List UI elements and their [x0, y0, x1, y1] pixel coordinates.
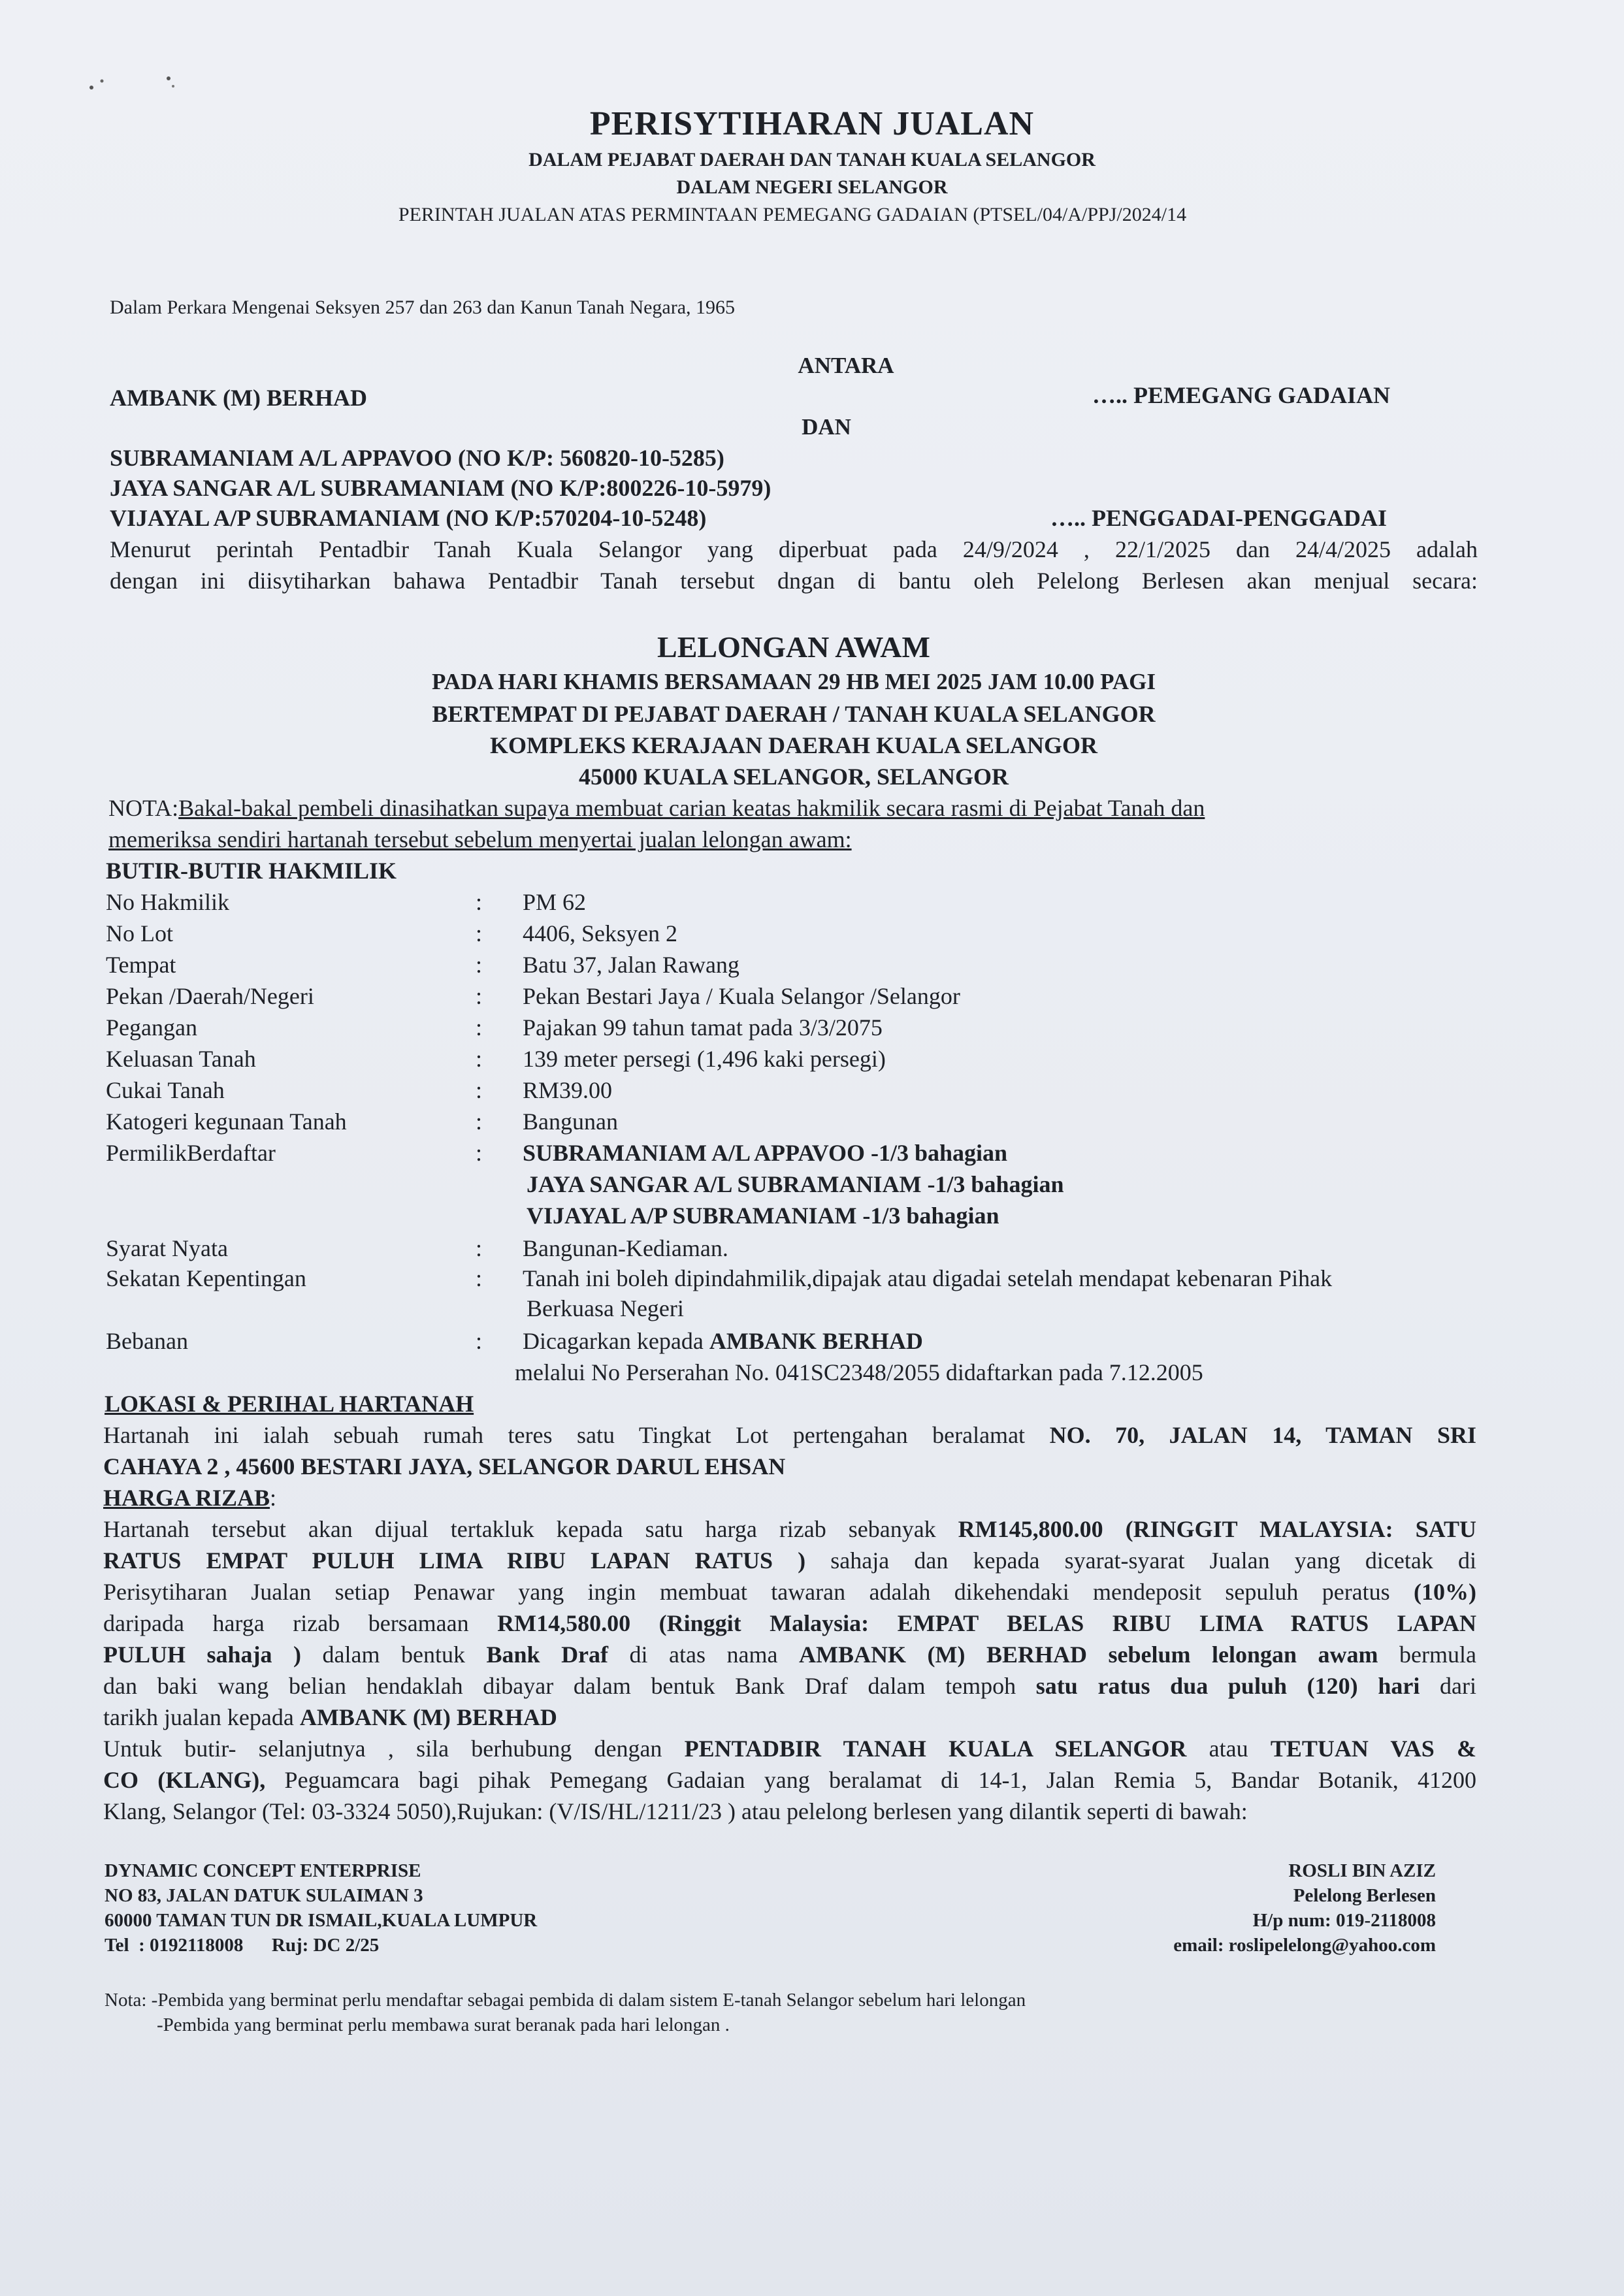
- location-line-2: CAHAYA 2 , 45600 BESTARI JAYA, SELANGOR DARUL EHSAN: [103, 1453, 786, 1479]
- row-label: Keluasan Tanah: [106, 1046, 256, 1072]
- nota-prefix: NOTA:: [108, 795, 179, 821]
- chargor-3: VIJAYAL A/P SUBRAMANIAM (NO K/P:570204-10-5248): [110, 505, 707, 531]
- reserve-line-3: [103, 1578, 1476, 1606]
- reserve-text: di atas nama: [608, 1641, 799, 1668]
- chargee-role: ….. PEMEGANG GADAIAN: [1092, 382, 1390, 408]
- reserve-text: dalam bentuk: [301, 1641, 487, 1668]
- row-colon: :: [476, 1265, 483, 1291]
- payment-recipient: AMBANK (M) BERHAD: [299, 1704, 557, 1730]
- reserve-line-6: [103, 1672, 1476, 1700]
- title-row-cukai: [0, 1076, 1624, 1108]
- row-colon: :: [476, 1108, 483, 1135]
- row-value: Pajakan 99 tahun tamat pada 3/3/2075: [523, 1014, 883, 1041]
- row-value: Bangunan-Kediaman.: [523, 1235, 728, 1261]
- title-row-pekan: [0, 982, 1624, 1014]
- row-colon: :: [476, 1014, 483, 1041]
- location-heading: LOKASI & PERIHAL HARTANAH: [105, 1391, 474, 1417]
- title-row-sekatan: [0, 1265, 1624, 1296]
- row-value: Pekan Bestari Jaya / Kuala Selangor /Selangor: [523, 983, 960, 1009]
- owner-2: JAYA SANGAR A/L SUBRAMANIAM -1/3 bahagian: [527, 1171, 1064, 1197]
- reserve-text: bermula: [1378, 1641, 1476, 1668]
- encumbrance-line-2: melalui No Perserahan No. 041SC2348/2055 didaftarkan pada 7.12.2005: [515, 1359, 1203, 1385]
- payment-period: satu ratus dua puluh (120) hari: [1035, 1673, 1420, 1699]
- title-row-kategori: [0, 1108, 1624, 1139]
- intro-line-1: Menurut perintah Pentadbir Tanah Kuala Selangor yang diperbuat pada 24/9/2024 , 22/1/2025 dan 24/4/2025 adalah: [110, 536, 1478, 562]
- reserve-text: Perisytiharan Jualan setiap Penawar yang ingin membuat tawaran adalah dikehendaki mendeposit sepuluh peratus: [103, 1579, 1414, 1605]
- reserve-text: sahaja dan kepada syarat-syarat Jualan yang dicetak di: [805, 1547, 1476, 1574]
- intro-line-2: dengan ini diisytiharkan bahawa Pentadbir Tanah tersebut dngan di bantu oleh Pelelong Berlesen akan menjual secara:: [110, 568, 1478, 594]
- chargee-name: AMBANK (M) BERHAD: [110, 385, 367, 411]
- contact-text: Peguamcara bagi pihak Pemegang Gadaian yang beralamat di 14-1, Jalan Remia 5, Bandar Botanik, 41200: [265, 1767, 1476, 1793]
- row-label: No Hakmilik: [106, 889, 229, 915]
- encumbrance-bank: AMBANK BERHAD: [709, 1328, 923, 1354]
- reserve-amount: RM145,800.00 (RINGGIT MALAYSIA: SATU: [958, 1516, 1477, 1542]
- payee-name: AMBANK (M) BERHAD sebelum lelongan awam: [799, 1641, 1378, 1668]
- dan-label: DAN: [802, 414, 851, 440]
- auction-complex: KOMPLEKS KERAJAAN DAERAH KUALA SELANGOR: [489, 732, 1098, 758]
- auctioneer-email: email: roslipelelong@yahoo.com: [1173, 1935, 1436, 1956]
- solicitor-name: TETUAN VAS &: [1270, 1736, 1477, 1762]
- sekatan-line-2: Berkuasa Negeri: [527, 1295, 684, 1321]
- title-row-lot: [0, 920, 1624, 951]
- contact-line-1: [103, 1735, 1476, 1762]
- reserve-line-7: [103, 1704, 557, 1731]
- reserve-text: tarikh jualan kepada: [103, 1704, 300, 1730]
- chargor-1: SUBRAMANIAM A/L APPAVOO (NO K/P: 560820-10-5285): [110, 445, 724, 471]
- owner-1: SUBRAMANIAM A/L APPAVOO -1/3 bahagian: [523, 1140, 1008, 1166]
- row-colon: :: [476, 1140, 483, 1166]
- title-row-pegangan: [0, 1014, 1624, 1045]
- reserve-text: Hartanah tersebut akan dijual tertakluk kepada satu harga rizab sebanyak: [103, 1516, 958, 1542]
- location-address-1: NO. 70, JALAN 14, TAMAN SRI: [1049, 1422, 1476, 1448]
- auctioneer-address-1: NO 83, JALAN DATUK SULAIMAN 3: [105, 1885, 423, 1906]
- contact-text: Untuk butir- selanjutnya , sila berhubung dengan: [103, 1736, 685, 1762]
- row-colon: :: [476, 1235, 483, 1261]
- row-label: Bebanan: [106, 1328, 188, 1354]
- row-label: Pegangan: [106, 1014, 197, 1041]
- reserve-amount-words: RATUS EMPAT PULUH LIMA RIBU LAPAN RATUS ): [103, 1547, 806, 1574]
- row-colon: :: [476, 920, 483, 946]
- row-label: Syarat Nyata: [106, 1235, 228, 1261]
- preamble: Dalam Perkara Mengenai Seksyen 257 dan 263 dan Kanun Tanah Negara, 1965: [110, 297, 736, 318]
- owner-3: VIJAYAL A/P SUBRAMANIAM -1/3 bahagian: [527, 1203, 999, 1229]
- location-line-1: [103, 1421, 1476, 1449]
- row-value: 4406, Seksyen 2: [523, 920, 677, 946]
- reserve-text: dan baki wang belian hendaklah dibayar dalam bentuk Bank Draf dalam tempoh: [103, 1673, 1036, 1699]
- row-value: RM39.00: [523, 1077, 613, 1103]
- bidder-note-1: Nota: -Pembida yang berminat perlu mendaftar sebagai pembida di dalam sistem E-tanah Selangor sebelum hari lelongan: [105, 1990, 1026, 2011]
- solicitor-name-cont: CO (KLANG),: [103, 1767, 266, 1793]
- document-title: PERISYTIHARAN JUALAN: [589, 105, 1035, 142]
- nota-text-1: Bakal-bakal pembeli dinasihatkan supaya membuat carian keatas hakmilik secara rasmi di Pejabat Tanah dan: [178, 795, 1205, 821]
- row-colon: :: [476, 889, 483, 915]
- auction-postcode: 45000 KUALA SELANGOR, SELANGOR: [578, 764, 1009, 790]
- title-row-owners: [0, 1139, 1624, 1171]
- reserve-text: daripada harga rizab bersamaan: [103, 1610, 498, 1636]
- auction-date: PADA HARI KHAMIS BERSAMAAN 29 HB MEI 2025 JAM 10.00 PAGI: [431, 669, 1156, 694]
- reserve-line-5: [103, 1641, 1476, 1668]
- row-colon: :: [476, 1046, 483, 1072]
- row-value: [523, 1327, 923, 1355]
- auctioneer-name: ROSLI BIN AZIZ: [1288, 1860, 1436, 1881]
- paper-speck-marks: [78, 64, 183, 97]
- title-details-heading: BUTIR-BUTIR HAKMILIK: [106, 858, 397, 884]
- row-colon: :: [476, 952, 483, 978]
- reserve-line-4: [103, 1609, 1476, 1637]
- title-row-bebanan: [0, 1327, 1624, 1359]
- deposit-amount-words: PULUH sahaja ): [103, 1641, 302, 1668]
- row-value: Bangunan: [523, 1108, 618, 1135]
- contact-line-2: [103, 1766, 1476, 1794]
- row-label: Sekatan Kepentingan: [106, 1265, 306, 1291]
- nota-line-2: memeriksa sendiri hartanah tersebut sebelum menyertai jualan lelongan awam:: [108, 826, 852, 852]
- row-value: PM 62: [523, 889, 587, 915]
- title-row-tempat: [0, 951, 1624, 982]
- auctioneer-address-2: 60000 TAMAN TUN DR ISMAIL,KUALA LUMPUR: [105, 1910, 538, 1931]
- nota-line-1: [108, 794, 1480, 822]
- auctioneer-mobile: H/p num: 019-2118008: [1252, 1910, 1436, 1931]
- bank-draft: Bank Draf: [486, 1641, 609, 1668]
- header-order-line: PERINTAH JUALAN ATAS PERMINTAAN PEMEGANG GADAIAN (PTSEL/04/A/PPJ/2024/14: [398, 204, 1187, 225]
- contact-text: atau: [1186, 1736, 1271, 1762]
- auction-venue: BERTEMPAT DI PEJABAT DAERAH / TANAH KUALA SELANGOR: [432, 701, 1156, 727]
- reserve-line-2: [103, 1547, 1476, 1574]
- land-administrator: PENTADBIR TANAH KUALA SELANGOR: [684, 1736, 1187, 1762]
- encumbrance-prefix: Dicagarkan kepada: [523, 1328, 709, 1354]
- reserve-heading: HARGA RIZAB: [103, 1485, 270, 1511]
- row-value: 139 meter persegi (1,496 kaki persegi): [523, 1046, 886, 1072]
- row-colon: :: [476, 1328, 483, 1354]
- antara-label: ANTARA: [798, 353, 894, 378]
- row-label: Pekan /Daerah/Negeri: [106, 983, 314, 1009]
- title-row-hakmilik: [0, 888, 1624, 920]
- chargor-role: ….. PENGGADAI-PENGGADAI: [1050, 505, 1388, 531]
- contact-line-3: Klang, Selangor (Tel: 03-3324 5050),Rujukan: (V/IS/HL/1211/23 ) atau pelelong berlesen yang dilantik seperti di bawah:: [103, 1798, 1248, 1824]
- row-value: Batu 37, Jalan Rawang: [523, 952, 739, 978]
- row-label: No Lot: [106, 920, 173, 946]
- row-label: Tempat: [106, 952, 176, 978]
- header-state-line: DALAM NEGERI SELANGOR: [676, 176, 948, 198]
- title-row-keluasan: [0, 1045, 1624, 1076]
- reserve-line-1: [103, 1515, 1476, 1543]
- bidder-note-2: -Pembida yang berminat perlu membawa surat beranak pada hari lelongan .: [157, 2014, 730, 2035]
- row-value: Tanah ini boleh dipindahmilik,dipajak atau digadai setelah mendapat kebenaran Pihak: [523, 1265, 1333, 1291]
- row-colon: :: [476, 1077, 483, 1103]
- chargor-2: JAYA SANGAR A/L SUBRAMANIAM (NO K/P:800226-10-5979): [110, 475, 771, 501]
- reserve-heading-row: [103, 1484, 276, 1512]
- auctioneer-company: DYNAMIC CONCEPT ENTERPRISE: [105, 1860, 421, 1881]
- title-row-syarat: [0, 1235, 1624, 1266]
- auction-title: LELONGAN AWAM: [657, 630, 930, 664]
- header-office-line: DALAM PEJABAT DAERAH DAN TANAH KUALA SELANGOR: [528, 149, 1096, 170]
- row-label: Cukai Tanah: [106, 1077, 225, 1103]
- row-label: PermilikBerdaftar: [106, 1140, 276, 1166]
- reserve-text: dari: [1420, 1673, 1476, 1699]
- deposit-amount: RM14,580.00 (Ringgit Malaysia: EMPAT BELAS RIBU LIMA RATUS LAPAN: [497, 1610, 1476, 1636]
- row-label: Katogeri kegunaan Tanah: [106, 1108, 347, 1135]
- row-colon: :: [476, 983, 483, 1009]
- reserve-heading-colon: :: [270, 1485, 277, 1511]
- location-text: Hartanah ini ialah sebuah rumah teres satu Tingkat Lot pertengahan beralamat: [103, 1422, 1050, 1448]
- auctioneer-phone-ref: Tel : 0192118008 Ruj: DC 2/25: [105, 1935, 380, 1956]
- auctioneer-title: Pelelong Berlesen: [1293, 1885, 1436, 1906]
- deposit-percent: (10%): [1414, 1579, 1476, 1605]
